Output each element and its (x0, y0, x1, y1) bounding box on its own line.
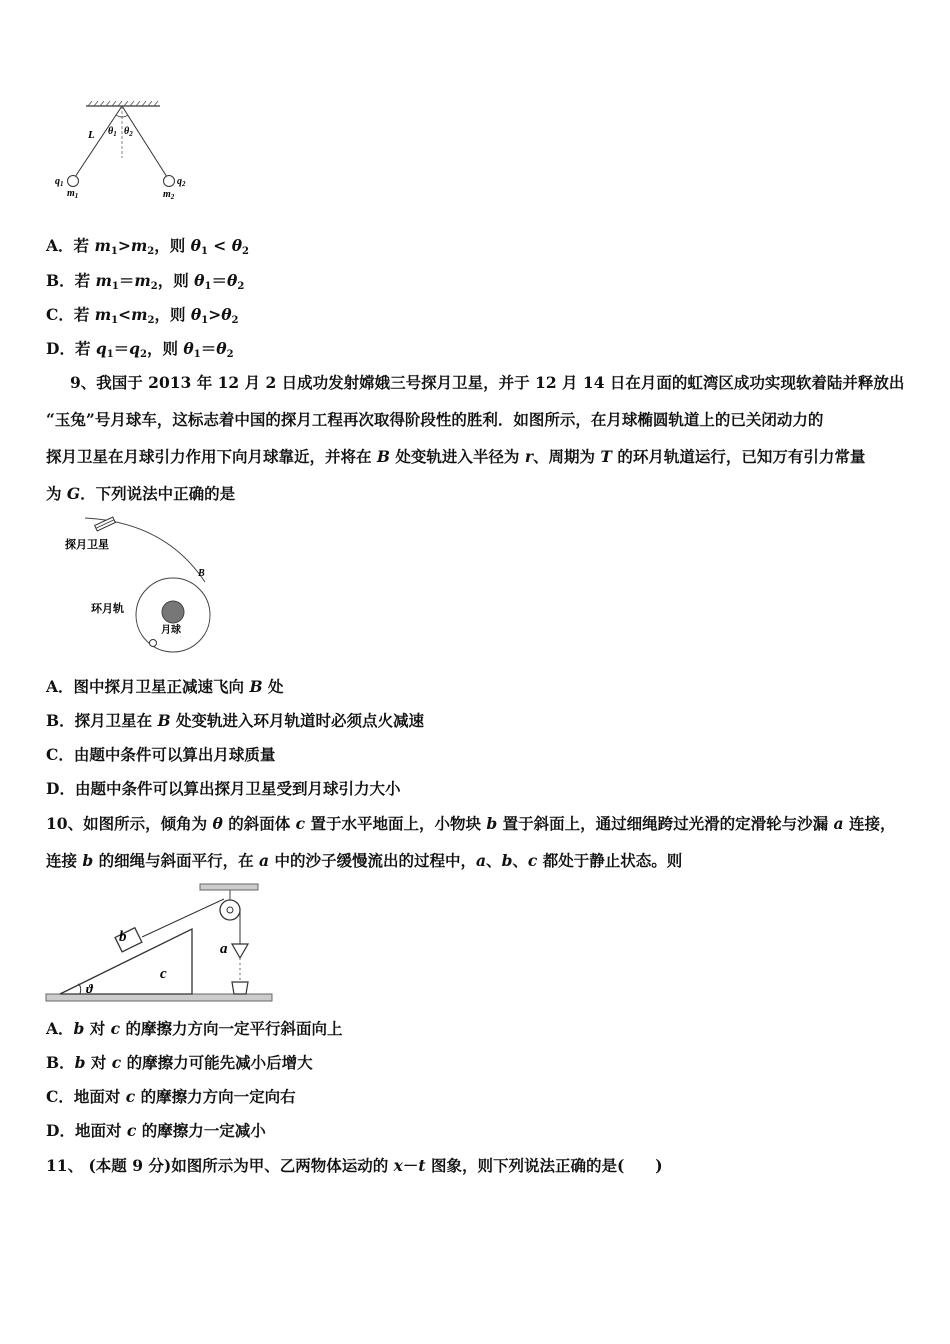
string-left (75, 106, 122, 177)
q11-stem: 11、 (本题 9 分)如图所示为甲、乙两物体运动的 x－t 图象，则下列说法正确的是( ) (46, 1156, 663, 1175)
ball-left (68, 176, 79, 187)
q10-option-b: B．b 对 c 的摩擦力可能先减小后增大 (46, 1053, 313, 1072)
satellite-on-orbit (150, 640, 157, 647)
q10-stem-line1: 10、如图所示，倾角为 θ 的斜面体 c 置于水平地面上，小物块 b 置于斜面上，通过细绳跨过光滑的定滑轮与沙漏 a 连接， (46, 814, 896, 833)
q9-option-a: A．图中探月卫星正减速飞向 B 处 (46, 677, 284, 696)
svg-text:q1: $q_1$ (55, 176, 64, 188)
q8-option-c: C．若 $m_1<m_2$，则 $\theta_1>\theta_2$ (46, 305, 239, 326)
label-B: B (198, 568, 205, 579)
ground (46, 994, 272, 1001)
q9-stem-line1: 9、我国于 2013 年 12 月 2 日成功发射嫦娥三号探月卫星，并于 12 月 14 日在月面的虹湾区成功实现软着陆并释放出 (70, 373, 905, 392)
q8-option-b: B．若 $m_1=m_2$，则 $\theta_1=\theta_2$ (46, 271, 245, 292)
label-a: a (220, 941, 228, 957)
q9-stem-line4: 为 G．下列说法中正确的是 (46, 484, 236, 503)
q10-option-c: C．地面对 c 的摩擦力方向一定向右 (46, 1087, 296, 1106)
svg-text:θ2: $\theta_2$ (124, 126, 133, 138)
label-b: b (119, 929, 127, 945)
svg-text:θ1: $\theta_1$ (108, 126, 117, 138)
q10-stem-line2: 连接 b 的细绳与斜面平行，在 a 中的沙子缓慢流出的过程中，a、b、c 都处于静止状态。则 (46, 851, 683, 870)
label-satellite: 探月卫星 (65, 539, 109, 551)
label-L: L (88, 129, 95, 141)
incline-pulley-figure (44, 878, 276, 1008)
svg-text:m1: $m_1$ (67, 188, 79, 200)
svg-text:m2: $m_2$ (163, 189, 175, 201)
pendulum-figure (50, 98, 200, 206)
label-theta: ϑ (86, 981, 93, 996)
label-moon: 月球 (161, 625, 181, 636)
sand-funnel-a (232, 944, 248, 958)
rope-incline (142, 899, 224, 937)
label-orbit: 环月轨 (91, 603, 124, 615)
svg-text:q2: $q_2$ (177, 176, 186, 188)
q9-stem-line2: “玉兔”号月球车，这标志着中国的探月工程再次取得阶段性的胜利．如图所示，在月球椭圆轨道上的已关闭动力的 (46, 410, 824, 429)
moon-orbit-figure (55, 512, 235, 662)
sand-cup (232, 982, 248, 994)
q9-option-b: B．探月卫星在 B 处变轨进入环月轨道时必须点火减速 (46, 711, 425, 730)
ball-right (164, 176, 175, 187)
label-c: c (160, 966, 167, 982)
moon (162, 601, 184, 623)
q9-option-d: D．由题中条件可以算出探月卫星受到月球引力大小 (46, 779, 401, 798)
q8-option-d: D．若 $q_1=q_2$，则 $\theta_1=\theta_2$ (46, 339, 234, 360)
ceiling-bar (200, 884, 258, 890)
q9-stem-line3: 探月卫星在月球引力作用下向月球靠近，并将在 B 处变轨进入半径为 r、周期为 T 的环月轨道运行，已知万有引力常量 (46, 447, 866, 466)
q8-option-a: A．若 $m_1>m_2$，则 $\theta_1 < \theta_2$ (46, 236, 249, 257)
q9-option-c: C．由题中条件可以算出月球质量 (46, 745, 276, 764)
string-right (122, 106, 167, 177)
q10-option-d: D．地面对 c 的摩擦力一定减小 (46, 1121, 266, 1140)
q10-option-a: A．b 对 c 的摩擦力方向一定平行斜面向上 (46, 1019, 343, 1038)
